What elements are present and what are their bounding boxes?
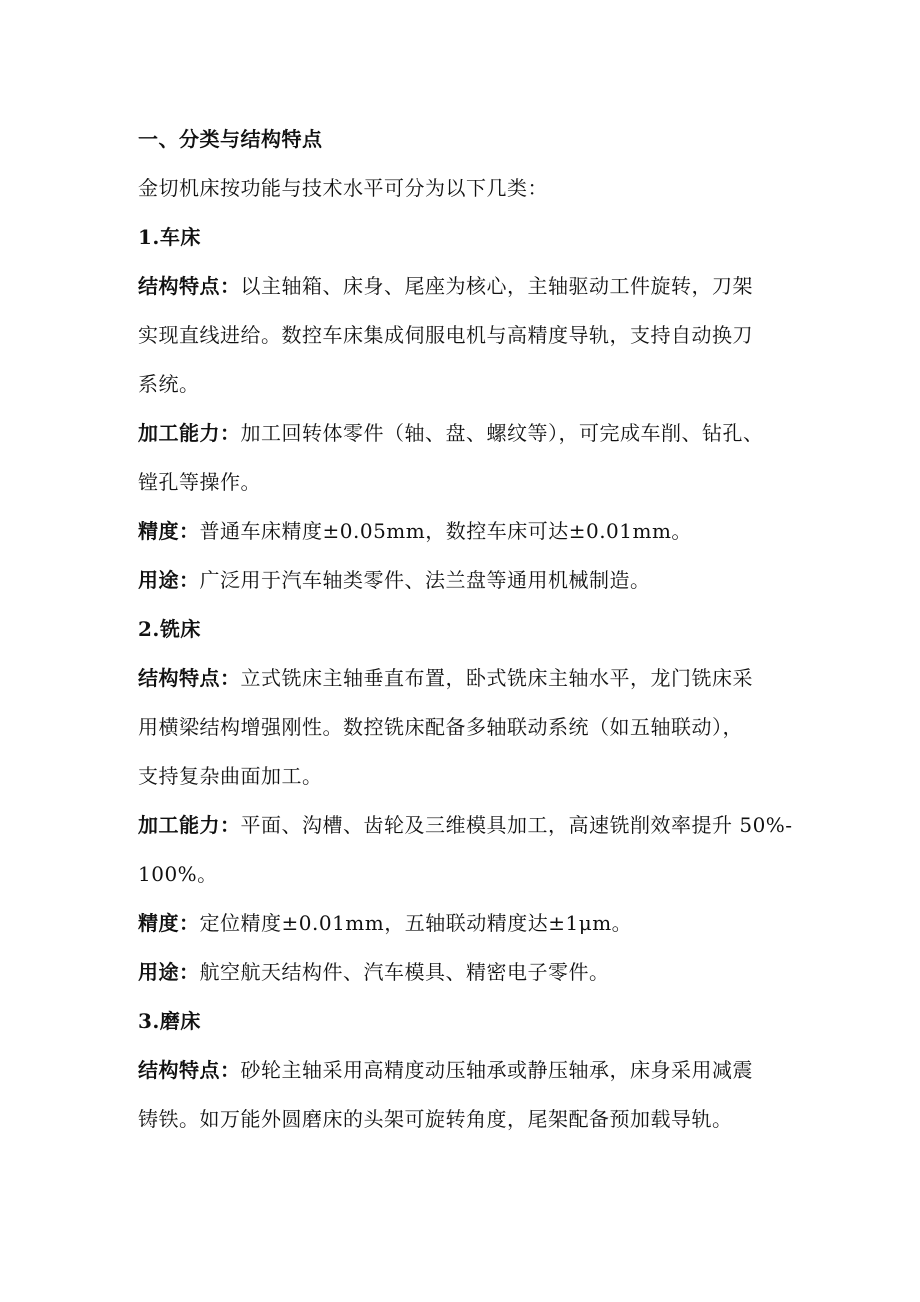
lathe-structure-text-1: 以主轴箱、床身、尾座为核心，主轴驱动工件旋转，刀架 [240,274,753,298]
milling-precision-label: 精度： [138,911,200,935]
lathe-structure-line-3: 系统。 [138,372,200,396]
lathe-heading: 1.车床 [138,225,201,249]
lathe-precision-line [138,507,798,556]
grinding-structure-line-2: 铸铁。如万能外圆磨床的头架可旋转角度，尾架配备预加载导轨。 [138,1107,733,1131]
milling-precision-line [138,899,798,948]
milling-capability-label: 加工能力： [138,813,241,837]
grinding-structure-label: 结构特点： [138,1058,241,1082]
lathe-usage-text: 广泛用于汽车轴类零件、法兰盘等通用机械制造。 [199,568,651,592]
milling-structure-line-3: 支持复杂曲面加工。 [138,764,323,788]
lathe-capability-line-2: 镗孔等操作。 [138,470,261,494]
milling-usage-label: 用途： [138,960,200,984]
lathe-usage-line [138,556,798,605]
milling-structure-text-1: 立式铣床主轴垂直布置，卧式铣床主轴水平，龙门铣床采 [240,666,753,690]
milling-usage-text: 航空航天结构件、汽车模具、精密电子零件。 [199,960,610,984]
grinding-heading: 3.磨床 [138,1009,201,1033]
milling-capability-line-2: 100%。 [138,862,218,886]
lathe-structure-line-1 [138,262,798,311]
milling-capability-line-1 [138,801,798,850]
milling-structure-label: 结构特点： [138,666,241,690]
section-title: 一、分类与结构特点 [138,127,323,151]
lathe-structure-label: 结构特点： [138,274,241,298]
milling-capability-text-1: 平面、沟槽、齿轮及三维模具加工，高速铣削效率提升 50%- [240,813,793,837]
lathe-capability-text-1: 加工回转体零件（轴、盘、螺纹等），可完成车削、钻孔、 [240,421,764,445]
section-intro: 金切机床按功能与技术水平可分为以下几类： [138,176,548,200]
milling-structure-line-1 [138,654,798,703]
document-body [138,115,798,1144]
milling-structure-line-2: 用横梁结构增强刚性。数控铣床配备多轴联动系统（如五轴联动）， [138,715,743,739]
lathe-precision-text: 普通车床精度±0.05mm，数控车床可达±0.01mm。 [199,519,692,543]
lathe-capability-line-1 [138,409,798,458]
lathe-usage-label: 用途： [138,568,200,592]
lathe-capability-label: 加工能力： [138,421,241,445]
lathe-structure-line-2: 实现直线进给。数控车床集成伺服电机与高精度导轨，支持自动换刀 [138,323,753,347]
milling-precision-text: 定位精度±0.01mm，五轴联动精度达±1μm。 [199,911,633,935]
milling-usage-line [138,948,798,997]
milling-heading: 2.铣床 [138,617,201,641]
grinding-structure-line-1 [138,1046,798,1095]
lathe-precision-label: 精度： [138,519,200,543]
grinding-structure-text-1: 砂轮主轴采用高精度动压轴承或静压轴承，床身采用减震 [240,1058,753,1082]
